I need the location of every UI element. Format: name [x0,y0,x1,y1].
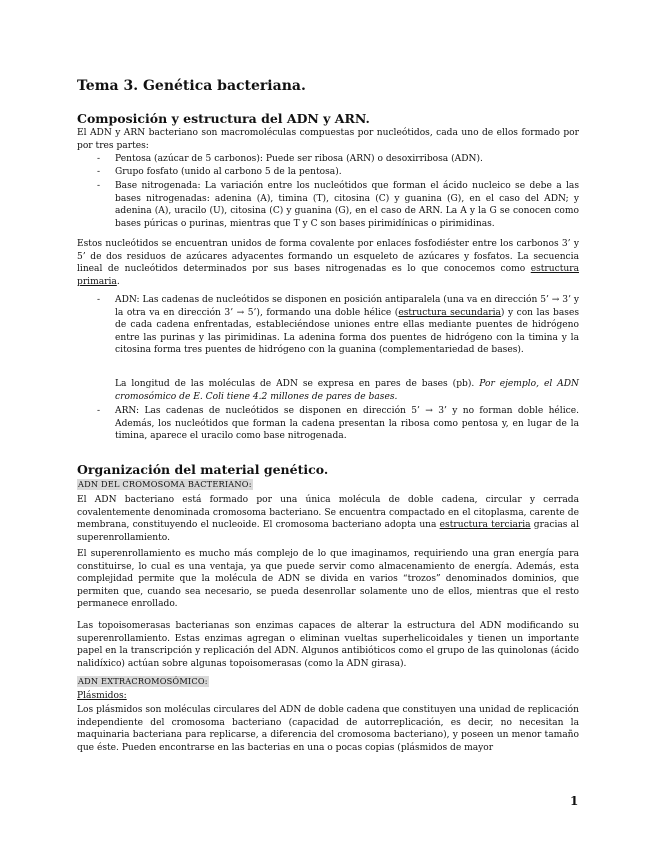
example-ecoli: Por ejemplo, el ADN cromosómico de E. Coli tiene 4.2 millones de pares de bases. [115,379,579,402]
paragraph-intro: El ADN y ARN bacteriano son macromoléculas compuestas por nucleótidos, cada uno de ellos formado por por tres partes: [77,128,579,151]
link-estructura-primaria: estructura primaria [77,264,579,287]
page-number: 1 [570,794,579,808]
paragraph-enlaces: Estos nucleótidos se encuentran unidos de forma covalente por enlaces fosfodiéster entre los carbonos 3’ y 5’ de dos residuos de azúcares adyacentes formando un esqueleto de azúcares y fosfatos. La secuencia lineal de nucleótidos determinados por sus bases nitrogenadas es lo que conocemos como estructura primaria. [77,239,579,287]
page-title: Tema 3. Genética bacteriana. [77,78,306,94]
bullet-adn: ADN: Las cadenas de nucleótidos se disponen en posición antiparalela (una va en dirección 5’ → 3’ y la otra va en dirección 3’ → 5’), formando una doble hélice (estructura secundaria) y con las bases de cada cadena enfrentadas, estableciéndose uniones entre ellas mediante puentes de hidrógeno entre las purinas y las pirimidinas. La adenina forma dos puentes de hidrógeno con la timina y la citosina forma tres puentes de hidrógeno con la guanina (complementariedad de bases). [115,295,580,356]
bullet-pentosa: Pentosa (azúcar de 5 carbonos): Puede ser ribosa (ARN) o desoxirribosa (ADN). [115,154,483,164]
bullet-marker: - [97,154,101,164]
link-estructura-secundaria: estructura secundaria [398,307,501,318]
bullet-marker: - [97,167,101,177]
bullet-fosfato: Grupo fosfato (unido al carbono 5 de la pentosa). [115,167,342,177]
paragraph-superenrollamiento: El superenrollamiento es mucho más complejo de lo que imaginamos, requiriendo una gran energía para constituirse, lo cual es una ventaja, ya que puede servir como almacenamiento de energía. Además, esta complejidad permite que la molécula de ADN se divida en varios “trozos” denominados dominios, que permiten que, cuando sea necesario, se pueda desenrollar solamente uno de ellos, mientras que el resto permanece enrollado. [77,549,579,610]
paragraph-adn-bacteriano: El ADN bacteriano está formado por una única molécula de doble cadena, circular y cerrada covalentemente denominada cromosoma bacteriano. Se encuentra compactado en el citoplasma, carente de membrana, constituyendo el nucleoide. El cromosoma bacteriano adopta una estructura terciaria gracias al superenrollamiento. [77,495,579,543]
label-plasmidos: Plásmidos: [77,691,127,701]
subheading-cromosoma: ADN DEL CROMOSOMA BACTERIANO: [78,479,252,489]
section-heading-organizacion: Organización del material genético. [77,462,329,477]
subheading-extracromosomico: ADN EXTRACROMOSÓMICO: [78,676,208,686]
bullet-base-nitrogenada: Base nitrogenada: La variación entre los nucleótidos que forman el ácido nucleico se debe a las bases nitrogenadas: adenina (A), timina (T), citosina (C) y guanina (G), en el caso del ADN; y adenina (A), uracilo (U), citosina (C) y guanina (G), en el caso de ARN. La A y la G se conocen como bases púricas o purinas, mientras que T y C son bases pirimidínicas o pirimidinas. [115,181,579,229]
paragraph-longitud: La longitud de las moléculas de ADN se expresa en pares de bases (pb). Por ejemplo, el ADN cromosómico de E. Coli tiene 4.2 millones de pares de bases. [115,379,579,402]
bullet-arn: ARN: Las cadenas de nucleótidos se disponen en dirección 5’ → 3’ y no forman doble hélice. Además, los nucleótidos que forman la cadena presentan la ribosa como pentosa y, en lugar de la timina, aparece el uracilo como base nitrogenada. [115,406,579,442]
bullet-marker: - [97,181,101,191]
paragraph-topoisomerasas: Las topoisomerasas bacterianas son enzimas capaces de alterar la estructura del ADN modificando su superenrollamiento. Estas enzimas agregan o eliminan vueltas superhelicoidales y tienen un importante papel en la transcripción y replicación del ADN. Algunos antibióticos como el grupo de las quinolonas (ácido nalidíxico) actúan sobre algunas topoisomerasas (como la ADN girasa). [77,621,579,669]
section-heading-composicion: Composición y estructura del ADN y ARN. [77,111,370,126]
paragraph-plasmidos: Los plásmidos son moléculas circulares del ADN de doble cadena que constituyen una unidad de replicación independiente del cromosoma bacteriano (capacidad de autorreplicación, es decir, no necesitan la maquinaria bacteriana para replicarse, a diferencia del cromosoma bacteriano), y poseen un menor tamaño que éste. Pueden encontrarse en las bacterias en una o pocas copias (plásmidos de mayor [77,705,579,753]
link-estructura-terciaria: estructura terciaria [439,520,531,531]
bullet-marker: - [97,295,101,305]
bullet-marker: - [97,406,101,416]
